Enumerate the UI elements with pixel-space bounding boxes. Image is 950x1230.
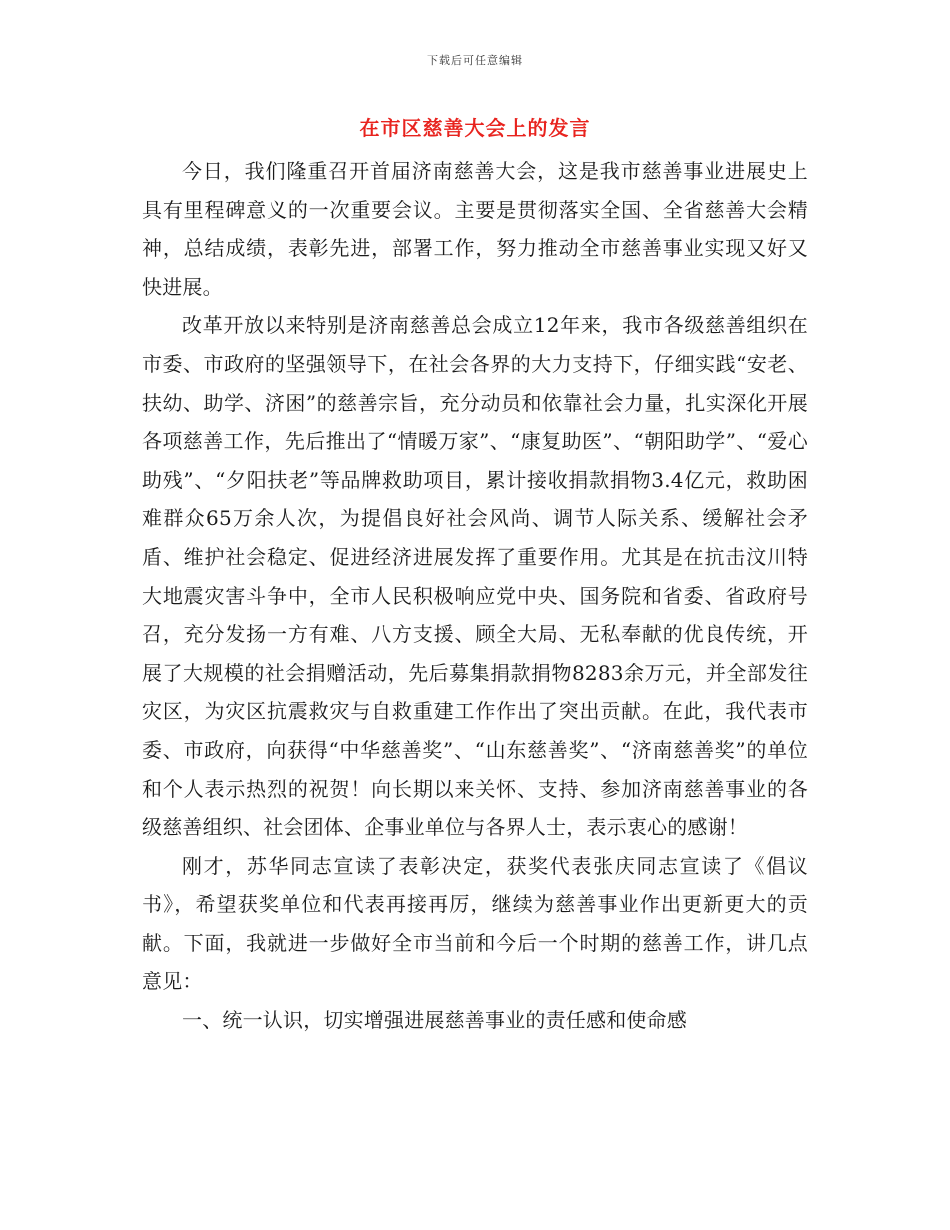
paragraph-opening: 今日，我们隆重召开首届济南慈善大会，这是我市慈善事业进展史上具有里程碑意义的一次重要会议。主要是贯彻落实全国、全省慈善大会精神，总结成绩，表彰先进，部署工作，努力推动全市慈善事业实现又好又快进展。 (142, 159, 808, 299)
document-title: 在市区慈善大会上的发言 (359, 116, 591, 140)
section-heading-one: 一、统一认识，切实增强进展慈善事业的责任感和使命感 (182, 1008, 687, 1033)
paragraph-transition: 刚才，苏华同志宣读了表彰决定，获奖代表张庆同志宣读了《倡议书》，希望获奖单位和代表再接再厉，继续为慈善事业作出更新更大的贡献。下面，我就进一步做好全市当前和今后一个时期的慈善工作，讲几点意见： (142, 853, 808, 994)
header-note: 下载后可任意编辑 (427, 54, 523, 67)
paragraph-achievements: 改革开放以来特别是济南慈善总会成立12年来，我市各级慈善组织在市委、市政府的坚强领导下，在社会各界的大力支持下，仔细实践“安老、扶幼、助学、济困”的慈善宗旨，充分动员和依靠社会力量，扎实深化开展各项慈善工作，先后推出了“情暖万家”、“康复助医”、“朝阳助学”、“爱心助残”、“夕阳扶老”等品牌救助项目，累计接收捐款捐物3.4亿元，救助困难群众65万余人次，为提倡良好社会风尚、调节人际关系、缓解社会矛盾、维护社会稳定、促进经济进展发挥了重要作用。尤其是在抗击汶川特大地震灾害斗争中，全市人民积极响应党中央、国务院和省委、省政府号召，充分发扬一方有难、八方支援、顾全大局、无私奉献的优良传统，开展了大规模的社会捐赠活动，先后募集捐款捐物8283余万元，并全部发往灾区，为灾区抗震救灾与自救重建工作作出了突出贡献。在此，我代表市委、市政府，向获得“中华慈善奖”、“山东慈善奖”、“济南慈善奖”的单位和个人表示热烈的祝贺！向长期以来关怀、支持、参加济南慈善事业的各级慈善组织、社会团体、企事业单位与各界人士，表示衷心的感谢！ (142, 313, 808, 840)
document-body (142, 152, 808, 1040)
